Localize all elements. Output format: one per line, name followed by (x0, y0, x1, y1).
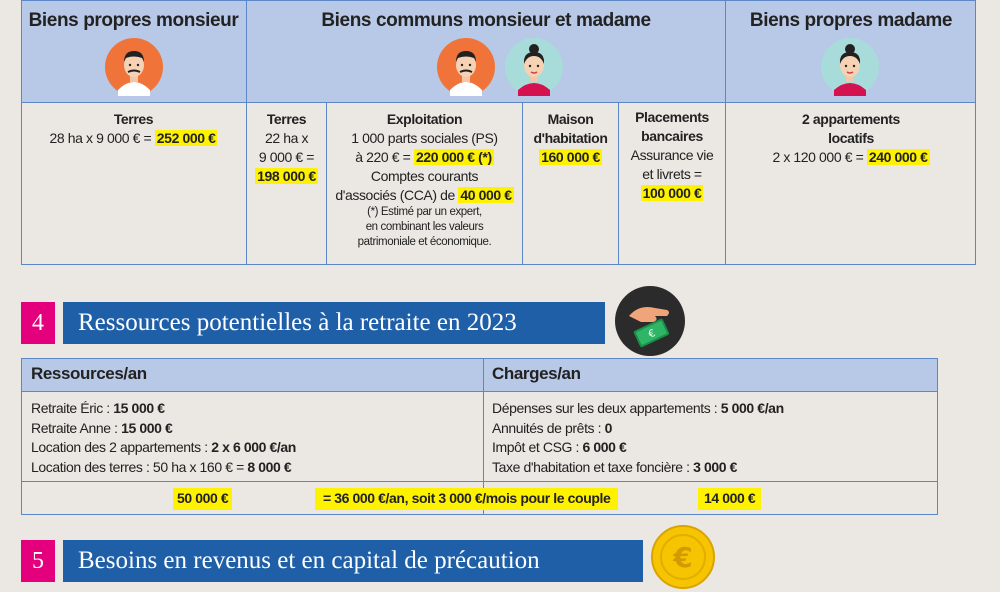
total-ressources: 50 000 € (173, 488, 232, 510)
value-highlight: 252 000 € (156, 130, 216, 146)
resources-table-body (21, 391, 938, 481)
cell-communs-terres (247, 110, 326, 186)
svg-text:€: € (673, 541, 693, 574)
cell-line: Comptes courants (370, 168, 479, 184)
cell-title: Terres (266, 111, 307, 127)
cell-line: Assurance vie (630, 147, 714, 163)
value-highlight: 160 000 € (541, 149, 600, 165)
woman-avatar-icon (505, 38, 563, 96)
cell-title: Placements (635, 109, 709, 125)
cell-line: 9 000 € = (258, 149, 315, 165)
list-item: Dépenses sur les deux appartements : 5 000 €/an (492, 400, 784, 416)
list-item: Impôt et CSG : 6 000 € (492, 439, 627, 455)
cell-line: 22 ha x (264, 130, 309, 146)
header-ressources: Ressources/an (31, 364, 147, 383)
cell-line: et livrets = (642, 166, 702, 182)
footnote: (*) Estimé par un expert, (367, 206, 482, 218)
value-highlight: 40 000 € (460, 187, 512, 203)
value-highlight: 198 000 € (257, 168, 316, 184)
value-highlight: 240 000 € (868, 149, 928, 165)
cell-calc: 2 x 120 000 € = (772, 149, 864, 165)
cell-line: d'associés (CCA) de (335, 187, 455, 203)
resources-table (21, 358, 938, 515)
ressources-list (31, 399, 296, 477)
list-item: Taxe d'habitation et taxe foncière : 3 000 € (492, 458, 738, 475)
man-avatar-icon (105, 38, 163, 96)
list-item: Location des 2 appartements : 2 x 6 000 €/an (31, 439, 296, 455)
cell-title: 2 appartements (802, 111, 900, 127)
header-charges: Charges/an (492, 364, 581, 383)
hand-money-icon (615, 286, 685, 356)
header-biens-communs: Biens communs monsieur et madame (321, 10, 651, 31)
cell-communs-placements (619, 108, 725, 203)
cell-monsieur-terres (21, 110, 246, 148)
cell-title: bancaires (641, 128, 703, 144)
man-avatar-icon (437, 38, 495, 96)
resources-table-header (21, 358, 938, 392)
euro-coin-icon (651, 525, 715, 589)
resources-table-totals (21, 481, 938, 515)
assets-table (21, 0, 976, 264)
cell-title: locatifs (828, 130, 874, 146)
cell-communs-maison (523, 110, 618, 167)
section-title: Ressources potentielles à la retraite en 2023 (63, 302, 605, 344)
section-title: Besoins en revenus et en capital de précaution (63, 540, 643, 582)
cell-title: d'habitation (533, 130, 608, 146)
cell-madame-appartements (726, 110, 976, 167)
total-net: = 36 000 €/an, soit 3 000 €/mois pour le couple (315, 488, 618, 510)
cell-title: Maison (547, 111, 594, 127)
svg-text:€: € (646, 327, 658, 341)
header-biens-propres-madame: Biens propres madame (749, 10, 953, 31)
cell-line: à 220 € = (355, 149, 411, 165)
section-number: 5 (21, 540, 55, 582)
total-charges: 14 000 € (698, 488, 761, 510)
value-highlight: 220 000 € (*) (415, 149, 492, 165)
list-item: Annuités de prêts : 0 (492, 419, 613, 436)
cell-line: 1 000 parts sociales (PS) (351, 130, 498, 146)
cell-communs-exploitation (327, 110, 522, 250)
footnote: patrimoniale et économique. (357, 236, 492, 248)
cell-title: Terres (113, 111, 154, 127)
cell-title: Exploitation (386, 111, 463, 127)
header-biens-propres-monsieur: Biens propres monsieur (28, 10, 239, 31)
section-number: 4 (21, 302, 55, 344)
list-item: Retraite Anne : 15 000 € (31, 419, 173, 436)
list-item: Retraite Éric : 15 000 € (31, 400, 165, 416)
value-highlight: 100 000 € (642, 185, 702, 201)
footnote: en combinant les valeurs (365, 221, 484, 233)
charges-list (492, 399, 784, 477)
list-item: Location des terres : 50 ha x 160 € = 8 000 € (31, 458, 292, 475)
woman-avatar-icon (821, 38, 879, 96)
cell-calc: 28 ha x 9 000 € = (49, 130, 152, 146)
